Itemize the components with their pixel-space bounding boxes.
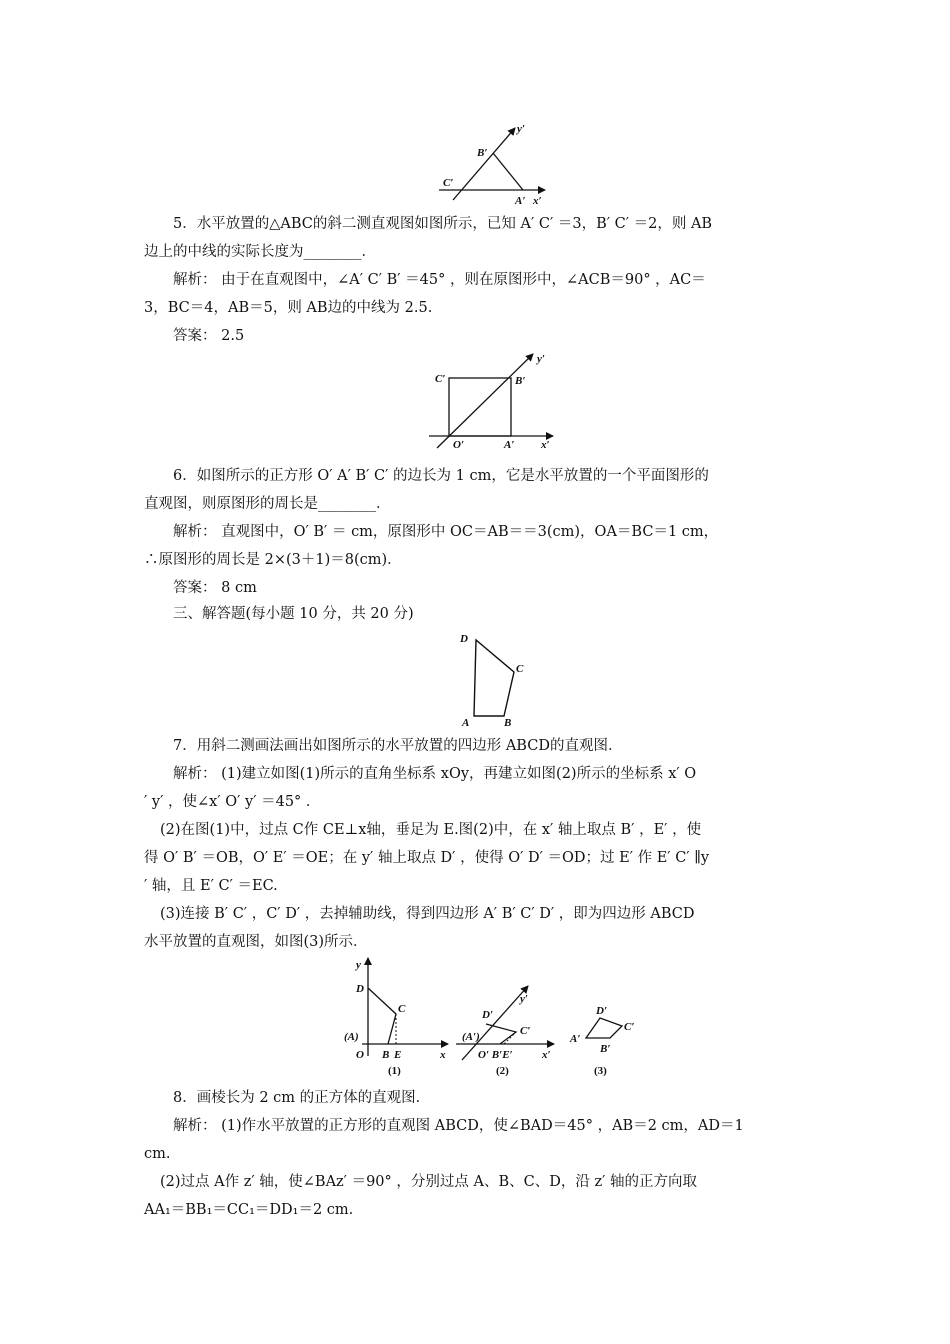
q6-stem-line1: 6．如图所示的正方形 O′ A′ B′ C′ 的边长为 1 cm，它是水平放置的一个平面图形的 [173,468,709,484]
label-c: C [398,1003,406,1015]
q5-solution-line2: 3，BC＝4，AB＝5，则 AB边的中线为 2.5. [144,300,433,316]
q8-step2-line2: AA₁＝BB₁＝CC₁＝DD₁＝2 cm. [144,1202,354,1218]
label-a: (A′) [462,1031,480,1043]
q7-step2-line1: (2)在图(1)中，过点 C作 CE⊥x轴，垂足为 E.图(2)中，在 x′ 轴上取点 B′ ，E′ ，使 [160,822,702,838]
label-e: E [394,1049,402,1061]
subfigure-2 [456,986,554,1077]
q6-solution-line2: ∴原图形的周长是 2×(3＋1)＝8(cm)． [144,552,402,568]
label-c: C [516,663,524,675]
q5-solution-line1: 解析： 由于在直观图中，∠A′ C′ B′ ＝45° ，则在原图形中，∠ACB＝90° ，AC＝ [173,272,706,288]
label-c: C′ [520,1025,531,1037]
label-b: B [382,1049,390,1061]
q7-step1-line1: 解析： (1)建立如图(1)所示的直角坐标系 xOy，再建立如图(2)所示的坐标系 x′ O [173,766,697,782]
label-y: y′ [537,353,545,365]
label-c: C′ [624,1021,635,1033]
label-y: y′ [520,993,528,1005]
label-a: (A) [344,1031,359,1043]
label-b: B′ [477,147,488,159]
q8-step2-line1: (2)过点 A作 z′ 轴，使∠BAz′ ＝90° ，分别过点 A、B、C、D，沿 z′ 轴的正方向取 [160,1174,698,1190]
caption-3: (3) [594,1065,607,1077]
y-axis [437,354,533,448]
label-x: x′ [533,195,542,207]
subfigure-3 [569,1005,634,1077]
label-a: A [462,717,470,729]
label-obe: O′ B′E′ [478,1049,513,1061]
label-a: A′ [504,439,515,451]
q5-stem-line2: 边上的中线的实际长度为________． [144,244,376,260]
q8-step1-line2: cm. [144,1146,171,1162]
q7-step3-line2: 水平放置的直观图，如图(3)所示． [144,934,368,950]
caption-2: (2) [496,1065,509,1077]
label-d: D′ [482,1009,494,1021]
figure-q7-quadrilateral [452,628,532,728]
q6-stem-line2: 直观图，则原图形的周长是________． [144,496,391,512]
label-y: y [356,959,361,971]
label-d: D′ [596,1005,608,1017]
label-b: B [504,717,512,729]
label-a: A′ [515,195,526,207]
quadrilateral [486,1024,516,1044]
label-b: B′ [600,1043,611,1055]
label-a: A′ [570,1033,581,1045]
q6-answer: 答案： 8 cm [173,580,257,596]
label-c: C′ [435,373,446,385]
subfigure-1 [344,958,448,1077]
q5-answer: 答案： 2.5 [173,328,245,344]
label-d: D [356,983,364,995]
figure-q5 [435,118,555,210]
quadrilateral-abcd [474,640,514,716]
q7-step2-line3: ′ 轴，且 E′ C′ ＝EC. [144,878,278,894]
caption-1: (1) [388,1065,401,1077]
label-x: x′ [541,439,550,451]
q7-step2-line2: 得 O′ B′ ＝OB，O′ E′ ＝OE；在 y′ 轴上取点 D′ ，使得 O′ D′ ＝OD；过 E′ 作 E′ C′ ∥y [144,850,710,866]
q5-stem-line1: 5．水平放置的△ABC的斜二测直观图如图所示，已知 A′ C′ ＝3，B′ C′ ＝2，则 AB [173,216,713,232]
label-b: B′ [515,375,526,387]
label-c: C′ [443,177,454,189]
quadrilateral [586,1018,622,1038]
figure-q6 [425,348,565,456]
label-x: x [440,1049,446,1061]
q7-step1-line2: ′ y′ ，使∠x′ O′ y′ ＝45° ． [144,794,321,810]
label-o: O [356,1049,364,1061]
edge-ba [493,153,523,190]
label-x: x′ [542,1049,551,1061]
figure-q7-construction [338,956,648,1080]
quadrilateral [368,988,396,1044]
label-y: y′ [517,123,525,135]
q7-stem: 7．用斜二测画法画出如图所示的水平放置的四边形 ABCD的直观图． [173,738,623,754]
q6-solution-line1: 解析： 直观图中，O′ B′ ＝ cm，原图形中 OC＝AB＝＝3(cm)，OA＝BC＝1 cm， [173,524,719,540]
label-d: D [460,633,468,645]
q7-step3-line1: (3)连接 B′ C′ ，C′ D′ ，去掉辅助线，得到四边形 A′ B′ C′ D′ ，即为四边形 ABCD [160,906,695,922]
q8-step1-line1: 解析： (1)作水平放置的正方形的直观图 ABCD，使∠BAD＝45° ，AB＝2 cm，AD＝1 [173,1118,744,1134]
section-heading: 三、解答题(每小题 10 分，共 20 分) [173,606,414,622]
q8-stem: 8．画棱长为 2 cm 的正方体的直观图． [173,1090,431,1106]
label-o: O′ [453,439,465,451]
y-axis [453,128,515,200]
